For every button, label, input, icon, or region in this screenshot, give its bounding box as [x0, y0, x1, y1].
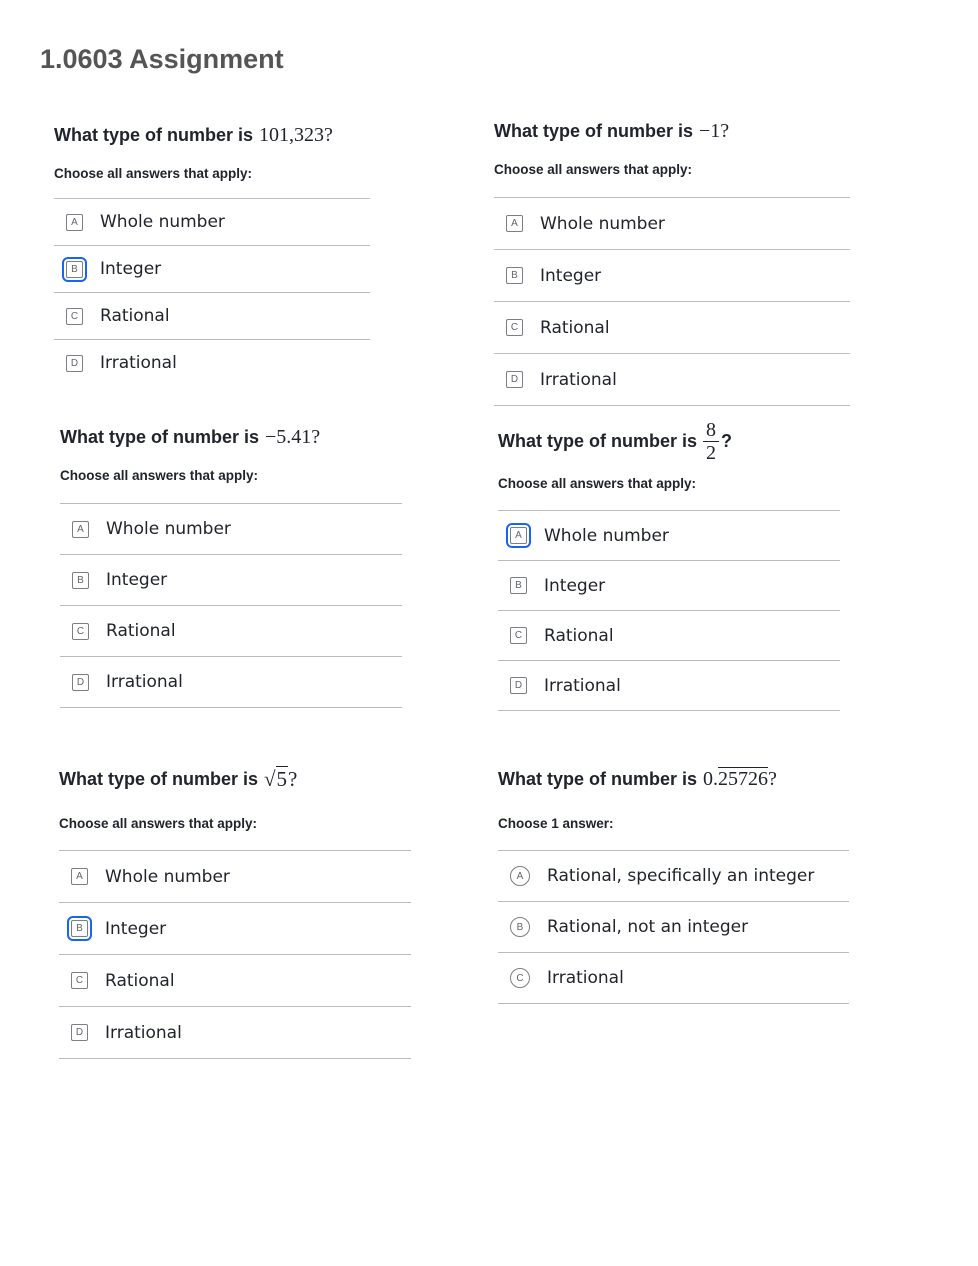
- instruction: Choose all answers that apply:: [59, 816, 258, 831]
- math-number: [699, 120, 729, 143]
- question-stem: [494, 114, 850, 148]
- choice-letter-badge-selected: A: [510, 527, 527, 544]
- choice-letter-badge: C: [72, 623, 89, 640]
- choice-letter-badge: D: [71, 1024, 88, 1041]
- question-4: [498, 414, 840, 711]
- choice-c[interactable]: [498, 953, 849, 1004]
- choice-letter-badge: B: [510, 577, 527, 594]
- math-square-root: [264, 767, 297, 792]
- choice-c[interactable]: [498, 611, 840, 661]
- number-value: 101,323: [259, 123, 325, 146]
- choice-label: Irrational: [547, 968, 624, 988]
- choice-label: Whole number: [540, 213, 665, 234]
- choice-label: Integer: [100, 259, 162, 279]
- choice-label: Integer: [544, 575, 606, 596]
- question-stem: [498, 414, 840, 468]
- choice-a[interactable]: [498, 511, 840, 561]
- choice-b[interactable]: [60, 555, 402, 606]
- choice-a[interactable]: [60, 504, 402, 555]
- choice-list: [60, 503, 402, 708]
- question-mark: ?: [721, 430, 733, 451]
- math-repeating-decimal: [703, 768, 777, 791]
- choice-letter-radio: C: [510, 968, 530, 988]
- choice-label: Rational: [544, 625, 614, 646]
- stem-text: What type of number is: [494, 120, 694, 141]
- question-5: [59, 762, 411, 1059]
- fraction-numerator: 8: [703, 419, 719, 442]
- choice-letter-badge: A: [506, 215, 523, 232]
- question-6: [498, 762, 849, 1004]
- choice-list: [54, 198, 370, 386]
- choice-d[interactable]: [54, 340, 370, 386]
- choice-letter-badge-selected: B: [66, 261, 83, 278]
- choice-d[interactable]: [498, 661, 840, 711]
- choice-b[interactable]: [498, 561, 840, 611]
- stem-text: What type of number is: [498, 768, 698, 789]
- choice-d[interactable]: [59, 1007, 411, 1059]
- choice-letter-badge: D: [72, 674, 89, 691]
- choice-c[interactable]: [494, 302, 850, 354]
- choice-letter-badge: C: [506, 319, 523, 336]
- instruction: Choose all answers that apply:: [54, 166, 253, 181]
- instruction: Choose all answers that apply:: [60, 468, 259, 483]
- choice-letter-badge: A: [71, 868, 88, 885]
- choice-letter-badge: A: [66, 214, 83, 231]
- choice-letter-badge: B: [506, 267, 523, 284]
- radicand: 5: [276, 766, 288, 791]
- choice-label: Rational: [540, 317, 610, 338]
- instruction: Choose 1 answer:: [498, 816, 614, 831]
- choice-a[interactable]: [494, 198, 850, 250]
- question-mark: ?: [324, 123, 333, 146]
- choice-c[interactable]: [60, 606, 402, 657]
- math-number: [265, 426, 320, 449]
- choice-label: Whole number: [544, 525, 669, 546]
- choice-letter-badge: D: [506, 371, 523, 388]
- repeating-digits: 25726: [718, 767, 769, 790]
- choice-list: [498, 850, 849, 1004]
- choice-letter-radio: A: [510, 866, 530, 886]
- question-mark: ?: [768, 767, 777, 790]
- choice-c[interactable]: [59, 955, 411, 1007]
- choice-label: Irrational: [106, 672, 183, 692]
- math-fraction: [703, 419, 719, 464]
- question-mark: ?: [720, 119, 730, 142]
- choice-a[interactable]: [54, 199, 370, 246]
- choice-label: Integer: [106, 570, 168, 590]
- choice-b[interactable]: [54, 246, 370, 293]
- number-value: −5.41: [265, 425, 312, 448]
- question-3: [60, 420, 402, 708]
- choice-label: Whole number: [106, 519, 231, 539]
- choice-letter-badge: C: [71, 972, 88, 989]
- choice-b[interactable]: [498, 902, 849, 953]
- question-2: [494, 114, 850, 406]
- choice-letter-badge: C: [510, 627, 527, 644]
- choice-letter-badge: C: [66, 308, 83, 325]
- choice-label: Whole number: [100, 212, 225, 232]
- choice-label: Integer: [540, 265, 602, 286]
- page-title: 1.0603 Assignment: [40, 44, 284, 74]
- fraction-denominator: 2: [706, 441, 717, 464]
- choice-a[interactable]: [59, 851, 411, 903]
- choice-label: Irrational: [544, 675, 621, 696]
- question-stem: [498, 762, 849, 796]
- question-stem: [54, 118, 370, 152]
- choice-label: Rational, specifically an integer: [547, 866, 815, 886]
- choice-letter-badge: B: [72, 572, 89, 589]
- choice-label: Irrational: [105, 1022, 182, 1043]
- math-number: [259, 124, 333, 147]
- choice-list: [498, 510, 840, 711]
- question-1: [54, 118, 370, 386]
- choice-label: Rational: [100, 306, 170, 326]
- choice-label: Irrational: [100, 353, 177, 373]
- choice-label: Rational: [105, 970, 175, 991]
- choice-letter-badge: D: [510, 677, 527, 694]
- question-stem: [59, 762, 411, 796]
- choice-c[interactable]: [54, 293, 370, 340]
- instruction: Choose all answers that apply:: [494, 162, 693, 177]
- decimal-prefix: 0.: [703, 767, 719, 790]
- choice-list: [59, 850, 411, 1059]
- stem-text: What type of number is: [54, 124, 254, 145]
- choice-label: Rational, not an integer: [547, 917, 749, 937]
- radical-symbol: √: [264, 766, 276, 791]
- instruction: Choose all answers that apply:: [498, 476, 697, 491]
- choice-label: Irrational: [540, 369, 617, 390]
- question-mark: ?: [311, 425, 321, 448]
- choice-letter-badge: A: [72, 521, 89, 538]
- choice-d[interactable]: [60, 657, 402, 708]
- question-stem: [60, 420, 402, 454]
- number-value: −1: [699, 119, 721, 142]
- question-mark: ?: [288, 766, 298, 791]
- stem-text: What type of number is: [59, 768, 259, 789]
- choice-list: [494, 197, 850, 406]
- choice-d[interactable]: [494, 354, 850, 406]
- choice-b[interactable]: [59, 903, 411, 955]
- choice-label: Rational: [106, 621, 176, 641]
- stem-text: What type of number is: [498, 430, 698, 451]
- stem-text: What type of number is: [60, 426, 260, 447]
- choice-a[interactable]: [498, 851, 849, 902]
- choice-label: Whole number: [105, 866, 230, 887]
- choice-letter-badge: D: [66, 355, 83, 372]
- choice-letter-badge-selected: B: [71, 920, 88, 937]
- choice-letter-radio: B: [510, 917, 530, 937]
- choice-b[interactable]: [494, 250, 850, 302]
- choice-label: Integer: [105, 918, 167, 939]
